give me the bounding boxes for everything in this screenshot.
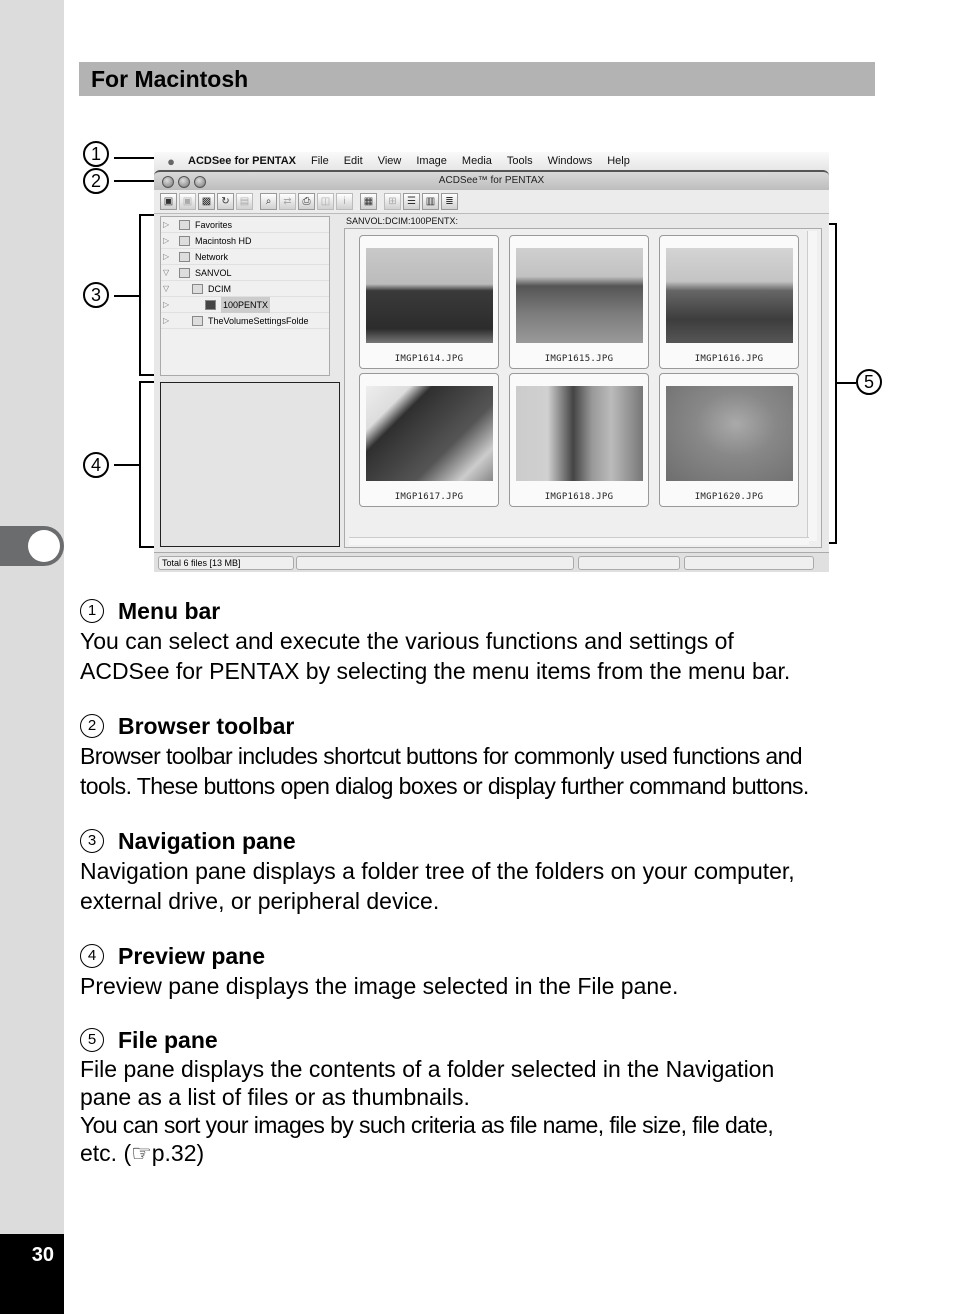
section-heading-bar bbox=[79, 62, 875, 96]
thumbnail-filename: IMGP1618.JPG bbox=[544, 492, 614, 502]
thumbnail-item[interactable] bbox=[359, 235, 499, 369]
properties-icon[interactable]: ▦ bbox=[360, 193, 377, 210]
preview-pane bbox=[160, 382, 340, 547]
menu-media[interactable]: Media bbox=[461, 155, 492, 167]
acdsee-screenshot bbox=[154, 152, 829, 572]
nav-tree-item[interactable] bbox=[161, 217, 329, 233]
callout-3-leader bbox=[114, 295, 140, 297]
item-file-pane bbox=[80, 1025, 880, 1167]
chapter-tab-marker bbox=[0, 526, 64, 566]
window-title: ACDSee™ for PENTAX bbox=[438, 175, 545, 186]
thumbnail-item[interactable] bbox=[509, 235, 649, 369]
disclosure-expanded-icon[interactable]: ▽ bbox=[163, 284, 170, 293]
item-menu-bar bbox=[80, 596, 880, 686]
folder-icon bbox=[179, 220, 190, 230]
menu-view[interactable]: View bbox=[377, 155, 402, 167]
item-body-line: File pane displays the contents of a folder selected in the Navigation bbox=[80, 1056, 775, 1082]
item-title: Preview pane bbox=[118, 942, 266, 969]
callout-3: 3 bbox=[83, 282, 109, 308]
menu-help[interactable]: Help bbox=[607, 155, 630, 167]
print-icon[interactable]: ⎙ bbox=[298, 193, 315, 210]
thumbnail-filename: IMGP1616.JPG bbox=[694, 354, 764, 364]
item-body-line: You can sort your images by such criteria as file name, file size, file date, bbox=[80, 1112, 774, 1138]
nav-tree-label: SANVOL bbox=[195, 268, 232, 278]
thumbnail-filename: IMGP1620.JPG bbox=[694, 492, 764, 502]
thumbnail-image bbox=[666, 386, 793, 481]
page-number-box bbox=[0, 1234, 64, 1314]
slideshow-icon[interactable]: ◫ bbox=[317, 193, 334, 210]
nav-tree-label: TheVolumeSettingsFolde bbox=[208, 316, 309, 326]
menu-tools[interactable]: Tools bbox=[506, 155, 533, 167]
file-pane-vertical-scrollbar[interactable] bbox=[807, 231, 817, 541]
thumbnail-filename: IMGP1615.JPG bbox=[544, 354, 614, 364]
item-number: 3 bbox=[80, 829, 104, 853]
item-body-line: Preview pane displays the image selected in the File pane. bbox=[80, 973, 679, 999]
browser-toolbar bbox=[154, 190, 829, 214]
nav-tree-label: Macintosh HD bbox=[195, 236, 252, 246]
item-title: Menu bar bbox=[118, 597, 221, 624]
status-cell-4 bbox=[684, 556, 814, 570]
section-title: For Macintosh bbox=[91, 66, 249, 92]
callout-2: 2 bbox=[83, 168, 109, 194]
nav-tree-item[interactable] bbox=[161, 297, 329, 313]
details-view-icon[interactable]: ≣ bbox=[441, 193, 458, 210]
status-cell-3 bbox=[578, 556, 680, 570]
window-title-bar bbox=[154, 170, 829, 190]
acquire-icon[interactable]: ▣ bbox=[160, 193, 177, 210]
folder-icon bbox=[192, 316, 203, 326]
item-browser-toolbar bbox=[80, 711, 880, 801]
nav-tree-item[interactable] bbox=[161, 313, 329, 329]
file-pane-path: SANVOL:DCIM:100PENTX: bbox=[346, 216, 459, 226]
item-body-line: Browser toolbar includes shortcut buttons for commonly used functions and bbox=[80, 743, 802, 769]
disclosure-collapsed-icon[interactable]: ▷ bbox=[163, 220, 170, 229]
rotate-icon[interactable]: ↻ bbox=[217, 193, 234, 210]
callout-5-leader bbox=[836, 382, 856, 384]
nav-tree-label: Favorites bbox=[195, 220, 233, 230]
status-bar bbox=[154, 552, 829, 572]
item-body-line: etc. (☞p.32) bbox=[80, 1140, 205, 1166]
item-body-line: external drive, or peripheral device. bbox=[80, 888, 440, 914]
item-title: Navigation pane bbox=[118, 827, 296, 854]
page-margin-strip bbox=[0, 0, 64, 1314]
menu-app-name[interactable]: ACDSee for PENTAX bbox=[188, 155, 296, 167]
filmstrip-view-icon[interactable]: ▥ bbox=[422, 193, 439, 210]
disclosure-collapsed-icon[interactable]: ▷ bbox=[163, 236, 170, 245]
status-cell-2 bbox=[296, 556, 574, 570]
callout-1-leader bbox=[114, 157, 156, 159]
info-icon[interactable]: i bbox=[336, 193, 353, 210]
thumbnail-image bbox=[666, 248, 793, 343]
thumbnail-image bbox=[366, 386, 493, 481]
menu-edit[interactable]: Edit bbox=[343, 155, 363, 167]
file-pane bbox=[344, 228, 822, 548]
thumbnail-image bbox=[516, 248, 643, 343]
nav-tree-label: 100PENTX bbox=[221, 297, 270, 313]
batch-icon[interactable]: ▣ bbox=[179, 193, 196, 210]
menu-bar bbox=[154, 152, 829, 170]
item-body-line: You can select and execute the various functions and settings of bbox=[80, 628, 734, 654]
navigation-pane bbox=[160, 216, 330, 376]
item-navigation-pane bbox=[80, 826, 880, 916]
thumbnail-item[interactable] bbox=[659, 235, 799, 369]
callout-1: 1 bbox=[83, 141, 109, 167]
item-body-line: ACDSee for PENTAX by selecting the menu items from the menu bar. bbox=[80, 658, 791, 684]
nav-tree-item[interactable] bbox=[161, 249, 329, 265]
nav-tree-label: Network bbox=[195, 252, 229, 262]
thumbnail-image bbox=[516, 386, 643, 481]
nav-tree-item[interactable] bbox=[161, 233, 329, 249]
menu-image[interactable]: Image bbox=[416, 155, 447, 167]
callout-4-leader bbox=[114, 464, 140, 466]
callout-4-bracket bbox=[139, 381, 141, 548]
callout-3-bracket bbox=[139, 214, 141, 376]
callout-5: 5 bbox=[856, 369, 882, 395]
disclosure-collapsed-icon[interactable]: ▷ bbox=[163, 316, 170, 325]
chapter-tab-dot bbox=[28, 530, 60, 562]
item-body-line: Navigation pane displays a folder tree of the folders on your computer, bbox=[80, 858, 795, 884]
item-number: 1 bbox=[80, 599, 104, 623]
folder-icon bbox=[179, 268, 190, 278]
nav-tree-item[interactable] bbox=[161, 281, 329, 297]
thumbnail-item[interactable] bbox=[509, 373, 649, 507]
item-number: 4 bbox=[80, 944, 104, 968]
nav-tree-item[interactable] bbox=[161, 265, 329, 281]
thumbnail-image bbox=[366, 248, 493, 343]
thumbnail-item[interactable] bbox=[659, 373, 799, 507]
copy-icon[interactable]: ▤ bbox=[236, 193, 253, 210]
thumbnail-item[interactable] bbox=[359, 373, 499, 507]
list-view-icon[interactable]: ☰ bbox=[403, 193, 420, 210]
disclosure-collapsed-icon[interactable]: ▷ bbox=[163, 252, 170, 261]
item-title: File pane bbox=[118, 1026, 218, 1053]
menu-windows[interactable]: Windows bbox=[547, 155, 593, 167]
apple-icon[interactable]: ● bbox=[167, 153, 175, 169]
status-file-count: Total 6 files [13 MB] bbox=[158, 556, 294, 570]
menu-file[interactable]: File bbox=[310, 155, 329, 167]
callout-5-bracket bbox=[835, 223, 837, 544]
thumbnail-view-icon[interactable]: ⊞ bbox=[384, 193, 401, 210]
folder-icon bbox=[205, 300, 216, 310]
folder-icon bbox=[192, 284, 203, 294]
item-body-line: pane as a list of files or as thumbnails. bbox=[80, 1084, 470, 1110]
search-icon[interactable]: ⌕ bbox=[260, 193, 277, 210]
disclosure-collapsed-icon[interactable]: ▷ bbox=[163, 300, 170, 309]
sync-icon[interactable]: ⇄ bbox=[279, 193, 296, 210]
folder-icon bbox=[179, 252, 190, 262]
callout-2-leader bbox=[114, 180, 158, 182]
item-title: Browser toolbar bbox=[118, 712, 295, 739]
thumbnail-filename: IMGP1614.JPG bbox=[394, 354, 464, 364]
nav-tree-label: DCIM bbox=[208, 284, 231, 294]
disclosure-expanded-icon[interactable]: ▽ bbox=[163, 268, 170, 277]
convert-icon[interactable]: ▩ bbox=[198, 193, 215, 210]
item-preview-pane bbox=[80, 941, 880, 1001]
thumbnail-filename: IMGP1617.JPG bbox=[394, 492, 464, 502]
item-number: 5 bbox=[80, 1028, 104, 1052]
folder-icon bbox=[179, 236, 190, 246]
callout-4: 4 bbox=[83, 452, 109, 478]
page-number: 30 bbox=[31, 1244, 54, 1266]
item-body-line: tools. These buttons open dialog boxes or display further command buttons. bbox=[80, 773, 809, 799]
item-number: 2 bbox=[80, 714, 104, 738]
file-pane-horizontal-scrollbar[interactable] bbox=[349, 537, 809, 545]
